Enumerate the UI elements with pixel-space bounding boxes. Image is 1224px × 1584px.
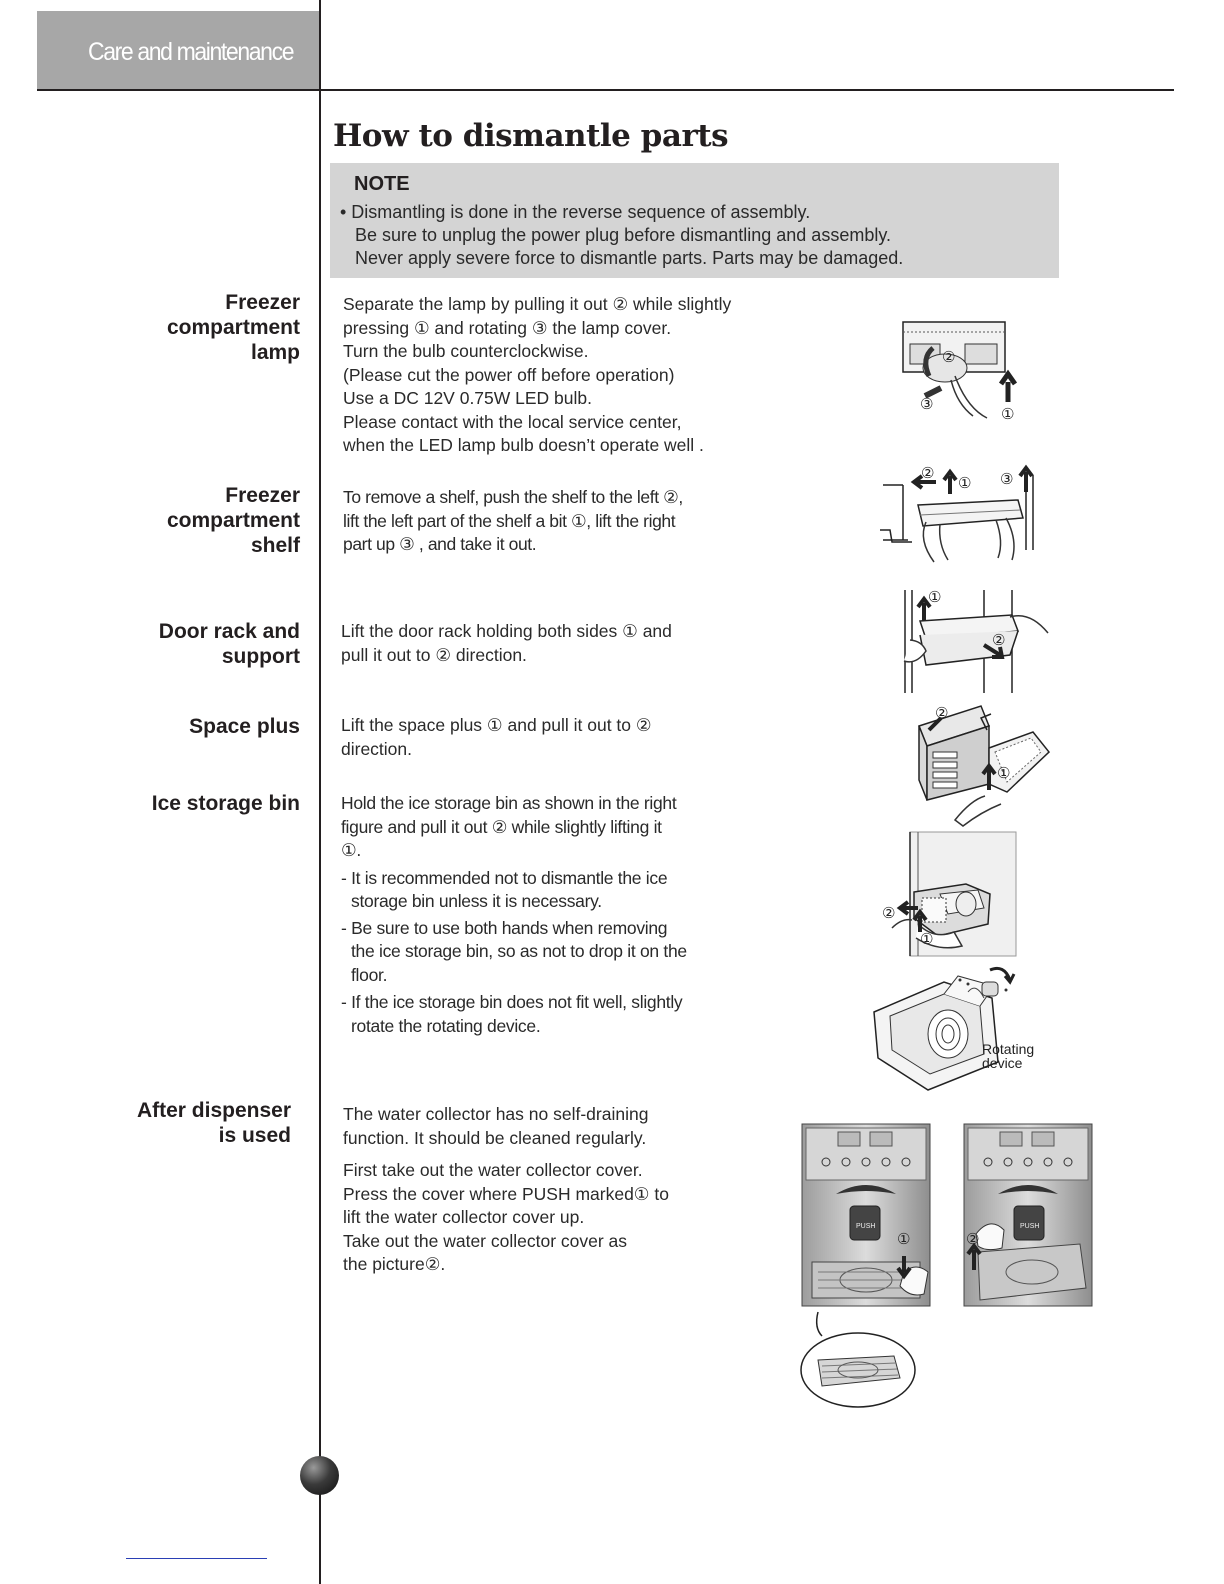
section-text-freezer-shelf (343, 486, 683, 557)
section-title-freezer-lamp (167, 290, 300, 365)
section-title-door-rack (159, 619, 300, 669)
step-number: ① (1001, 405, 1015, 423)
step-number: ② (935, 704, 949, 722)
text-line: - If the ice storage bin does not fit well, slightly (341, 992, 683, 1012)
text-line: - Be sure to use both hands when removing (341, 917, 668, 938)
note-lines (340, 201, 903, 270)
text-line: Lift the space plus ① and pull it out to ② (341, 715, 652, 735)
note-line: Never apply severe force to dismantle parts. Parts may be damaged. (355, 248, 904, 268)
text-line: ①. (341, 840, 361, 860)
section-text-dispenser (343, 1103, 669, 1277)
note-line: Be sure to unplug the power plug before dismantling and assembly. (355, 225, 891, 245)
step-number: ② (966, 1230, 980, 1248)
step-number: ① (897, 1230, 911, 1248)
text-line: direction. (341, 738, 413, 759)
section-text-freezer-lamp (343, 293, 731, 458)
section-title-line: compartment (166, 316, 300, 339)
header-rule (37, 89, 1174, 91)
page-marker-ball (300, 1456, 339, 1495)
step-number: ① (958, 474, 972, 492)
text-line: function. It should be cleaned regularly. (343, 1127, 647, 1148)
figure-label: device (982, 1055, 1023, 1071)
lamp-illustration (895, 318, 1030, 428)
text-line: the ice storage bin, so as not to drop it on the (351, 941, 687, 961)
text-line: pressing ① and rotating ③ the lamp cover. (343, 317, 672, 338)
text-line: Lift the door rack holding both sides ① and (341, 621, 672, 641)
text-line: The water collector has no self-draining (343, 1104, 649, 1124)
section-title-line: Door rack and (158, 620, 300, 643)
text-line: the picture②. (343, 1254, 446, 1274)
section-tab-label: Care and maintenance (88, 38, 294, 66)
text-line: lift the water collector cover up. (343, 1207, 585, 1227)
section-title-space-plus (189, 714, 300, 739)
section-title-line: compartment (166, 509, 300, 532)
section-title-line: shelf (250, 534, 300, 557)
margin-rule (319, 0, 321, 1584)
section-title-line: Ice storage bin (151, 792, 300, 815)
section-title-line: After dispenser (136, 1099, 291, 1122)
text-line: storage bin unless it is necessary. (351, 891, 602, 911)
door-rack-illustration (900, 585, 1050, 695)
section-text-space-plus (341, 714, 652, 761)
push-label: PUSH (1020, 1223, 1040, 1230)
text-line: figure and pull it out ② while slightly lifting it (341, 816, 662, 837)
text-line: (Please cut the power off before operation) (343, 364, 675, 385)
step-number: ② (992, 631, 1006, 649)
space-plus-illustration (915, 700, 1055, 835)
section-title-line: support (221, 645, 300, 668)
bullet-item (341, 867, 687, 914)
text-line: part up ③ , and take it out. (343, 534, 537, 554)
water-collector-cover-detail (796, 1306, 922, 1410)
section-tab (37, 11, 319, 89)
text-line: pull it out to ② direction. (341, 644, 527, 665)
text-line: floor. (351, 964, 388, 985)
section-title-line: Freezer (225, 484, 300, 507)
page-title: How to dismantle parts (333, 118, 729, 154)
push-label: PUSH (856, 1223, 876, 1230)
rotating-device-illustration (868, 962, 1048, 1092)
note-line: • Dismantling is done in the reverse sequence of assembly. (340, 202, 811, 222)
text-line: Separate the lamp by pulling it out ② while slightly (343, 294, 732, 314)
dispenser-panel-illustration-1 (800, 1122, 932, 1308)
step-number: ② (921, 464, 935, 482)
section-text-ice-bin (341, 792, 687, 1038)
text-line: Take out the water collector cover as (343, 1230, 628, 1251)
step-number: ① (920, 930, 934, 948)
section-title-ice-bin (152, 791, 300, 816)
step-number: ② (882, 904, 896, 922)
bullet-item (341, 917, 687, 988)
section-title-freezer-shelf (167, 483, 300, 558)
text-line: Turn the bulb counterclockwise. (343, 341, 589, 361)
step-number: ① (928, 588, 942, 606)
bullet-item (341, 991, 687, 1038)
text-line: To remove a shelf, push the shelf to the left ②, (343, 487, 683, 507)
step-number: ③ (1000, 470, 1014, 488)
step-number: ③ (920, 395, 934, 413)
text-line: when the LED lamp bulb doesn’t operate well . (343, 435, 704, 455)
text-line: Press the cover where PUSH marked① to (343, 1183, 669, 1204)
ice-bin-removal-illustration (878, 828, 1023, 958)
section-title-dispenser (137, 1098, 291, 1148)
section-title-line: lamp (250, 341, 300, 364)
section-title-line: Freezer (225, 291, 300, 314)
text-line: - It is recommended not to dismantle the ice (341, 867, 668, 888)
figure-label: Rotating (982, 1041, 1035, 1057)
section-text-door-rack (341, 620, 672, 667)
text-line: Please contact with the local service center, (343, 411, 682, 432)
note-title: NOTE (354, 173, 410, 195)
step-number: ② (942, 348, 956, 366)
text-line: Use a DC 12V 0.75W LED bulb. (343, 388, 593, 408)
section-title-line: is used (218, 1124, 291, 1147)
step-number: ① (997, 764, 1011, 782)
text-line: rotate the rotating device. (351, 1015, 541, 1036)
dispenser-panel-illustration-2 (962, 1122, 1094, 1308)
footer-rule (126, 1558, 267, 1559)
shelf-illustration (878, 460, 1038, 580)
note-box (330, 163, 1059, 278)
text-line: Hold the ice storage bin as shown in the right (341, 793, 677, 813)
text-line: lift the left part of the shelf a bit ①, lift the right (343, 510, 676, 531)
text-line: First take out the water collector cover. (343, 1160, 643, 1180)
section-title-line: Space plus (189, 715, 300, 738)
